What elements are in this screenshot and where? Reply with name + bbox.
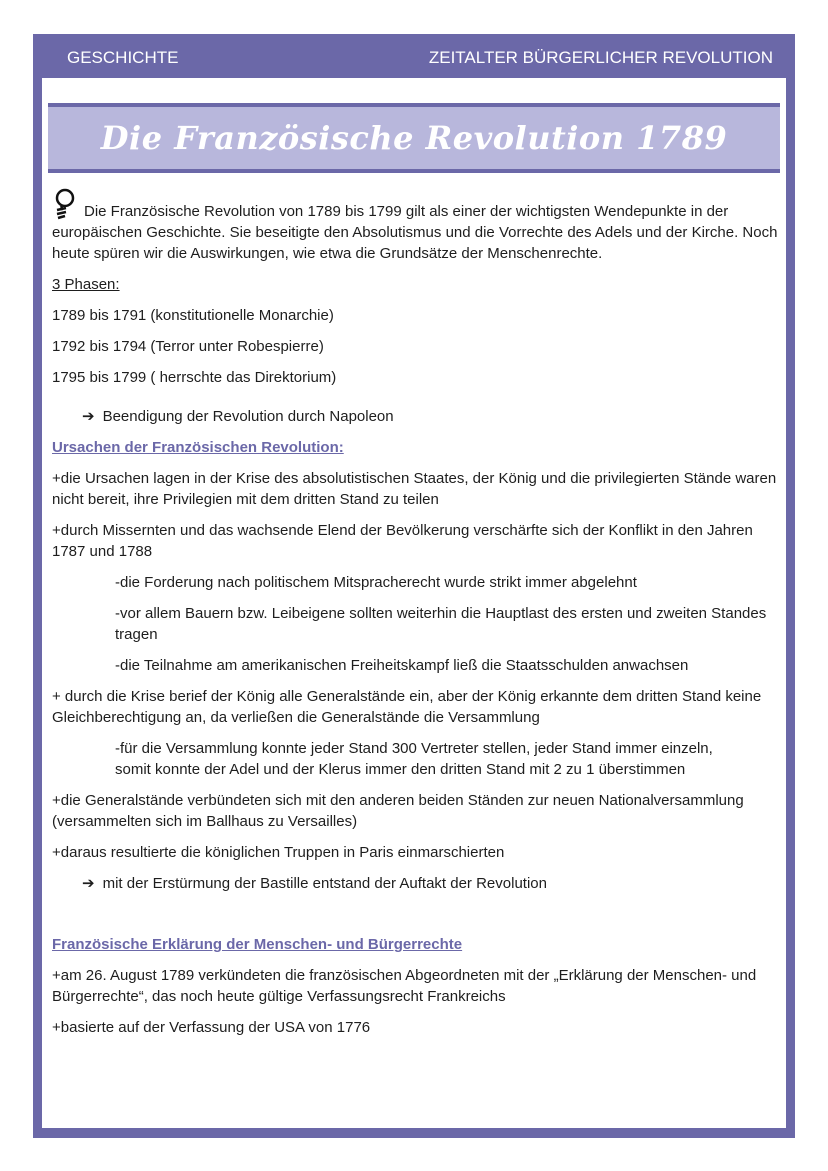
header	[33, 34, 795, 78]
rights-paragraph: +am 26. August 1789 verkündeten die französischen Abgeordneten mit der „Erklärung der Menschen- und Bürgerrechte“, das noch heute gültige Verfassungsrecht Frankreichs	[52, 967, 757, 1005]
arrow-icon: ➔	[82, 875, 95, 892]
cause-paragraph: +durch Missernten und das wachsende Elend der Bevölkerung verschärfte sich der Konflikt in den Jahren 1787 und 1788	[52, 522, 753, 560]
intro-paragraph: Die Französische Revolution von 1789 bis 1799 gilt als einer der wichtigsten Wendepunkte in der europäischen Geschichte. Sie beseitigte den Absolutismus und die Vorrechte des Adels und der Kirche. Noch heute spüren wir die Auswirkungen, wie etwa die Grundsätze der Menschenrechte.	[52, 188, 780, 264]
rights-paragraph: +basierte auf der Verfassung der USA von 1776	[52, 1019, 371, 1036]
cause-paragraph: + durch die Krise berief der König alle Generalstände ein, aber der König erkannte dem dritten Stand keine Gleichberechtigung an, da verließen die Generalstände die Versammlung	[52, 688, 762, 726]
cause-subpoint: -die Forderung nach politischem Mitspracherecht wurde strikt immer abgelehnt	[115, 574, 637, 591]
title-banner	[48, 103, 780, 173]
page-title: Die Französische Revolution 1789	[100, 119, 728, 157]
page-frame	[33, 34, 795, 1138]
phase-item: 1789 bis 1791 (konstitutionelle Monarchie)	[52, 307, 334, 324]
rights-heading: Französische Erklärung der Menschen- und Bürgerrechte	[52, 936, 463, 953]
arrow-icon: ➔	[82, 408, 95, 425]
topic-label: ZEITALTER BÜRGERLICHER REVOLUTION	[428, 48, 773, 67]
page-body	[42, 78, 786, 1128]
lightbulb-icon	[52, 188, 76, 222]
cause-paragraph: +die Ursachen lagen in der Krise des absolutistischen Staates, der König und die privilegierten Stände waren nicht bereit, ihre Privilegien mit dem dritten Stand zu teilen	[52, 470, 777, 508]
cause-subpoint: -vor allem Bauern bzw. Leibeigene sollten weiterhin die Hauptlast des ersten und zweiten Standes tragen	[115, 605, 767, 643]
cause-paragraph: +daraus resultierte die königlichen Truppen in Paris einmarschierten	[52, 844, 505, 861]
phase-item: 1795 bis 1799 ( herrschte das Direktorium)	[52, 369, 337, 386]
phases-heading: 3 Phasen:	[52, 276, 120, 293]
subject-label: GESCHICHTE	[67, 48, 179, 67]
cause-paragraph: +die Generalstände verbündeten sich mit den anderen beiden Ständen zur neuen Nationalversammlung (versammelten sich im Ballhaus zu Versailles)	[52, 792, 744, 830]
cause-subpoint: -die Teilnahme am amerikanischen Freiheitskampf ließ die Staatsschulden anwachsen	[115, 657, 689, 674]
content	[52, 188, 780, 1048]
causes-heading: Ursachen der Französischen Revolution:	[52, 439, 344, 456]
arrow-item: ➔ mit der Erstürmung der Bastille entstand der Auftakt der Revolution	[82, 875, 547, 892]
cause-subpoint: -für die Versammlung konnte jeder Stand 300 Vertreter stellen, jeder Stand immer einzeln, somit konnte der Adel und der Klerus immer den dritten Stand mit 2 zu 1 überstimmen	[115, 740, 713, 778]
arrow-item: ➔ Beendigung der Revolution durch Napoleon	[82, 408, 394, 425]
phase-item: 1792 bis 1794 (Terror unter Robespierre)	[52, 338, 324, 355]
